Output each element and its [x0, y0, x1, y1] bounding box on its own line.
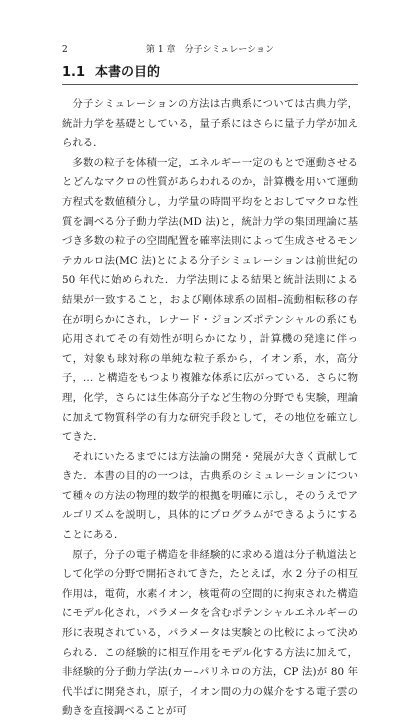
page-number: 2 [62, 45, 68, 55]
running-head: 第 1 章 分子シミュレーション [146, 45, 274, 55]
body-text [62, 95, 358, 722]
paragraph-1: 分子シミュレーションの方法は古典系については古典力学，統計力学を基礎としている，量子系にはさらに量子力学が加えられる． [62, 98, 358, 150]
paragraph-2: 多数の粒子を体積一定，エネルギー一定のもとで運動させるとどんなマクロの性質があらわれるのか，計算機を用いて運動方程式を数値積分し，力学量の時間平均をとおしてマクロな性質を調べる分子動力学法(MD 法)と，統計力学の集団理論に基づき多数の粒子の空間配置を確率法則によって生成させるモンテカルロ法(MC 法)とによる分子シミュレーションは前世紀の 50 年代に始められた．力学法則による結果と統計法則による結果が一致すること，および剛体球系の固相–流動相転移の存在が明らかにされ，レナード・ジョンズポテンシャルの系にも応用されてその有効性が明らかになり，計算機の発達に伴って，対象も球対称の単純な粒子系から，イオン系，水，高分子，… と構造をもつより複雑な体系に広がっている．さらに物理，化学，さらには生体高分子など生物の分野でも実験，理論に加えて物質科学の有力な研究手段として，その地位を確立してきた． [62, 156, 358, 444]
paragraph-4: 原子，分子の電子構造を非経験的に求める道は分子軌道法として化学の分野で開拓されてきた，たとえば，水 2 分子の相互作用は，電荷，水素イオン，核電荷の空間的に拘束された構造にモデル化され，パラメータを含むポテンシャルエネルギーの形に表現されている，パラメータは実験との比較によって決められる．この経験的に相互作用をモデル化する方法に加えて，非経験的分子動力学法(カー–パリネロの方法，CP 法)が 80 年代半ばに開発され，原子，イオン間の力の媒介をする電子雲の動きを直接調べることが可 [62, 548, 358, 718]
section-title: 本書の目的 [95, 65, 161, 80]
section-number: 1.1 [62, 65, 86, 80]
section-heading [62, 64, 358, 85]
paragraph-3: それにいたるまでには方法論の開発・発展が大きく貢献してきた．本書の目的の一つは，古典系のシミュレーションについて種々の方法の物理的数学的根拠を明確に示し，そのうえでアルゴリズムを説明し，具体的にプログラムができるようにすることにある． [62, 450, 358, 542]
